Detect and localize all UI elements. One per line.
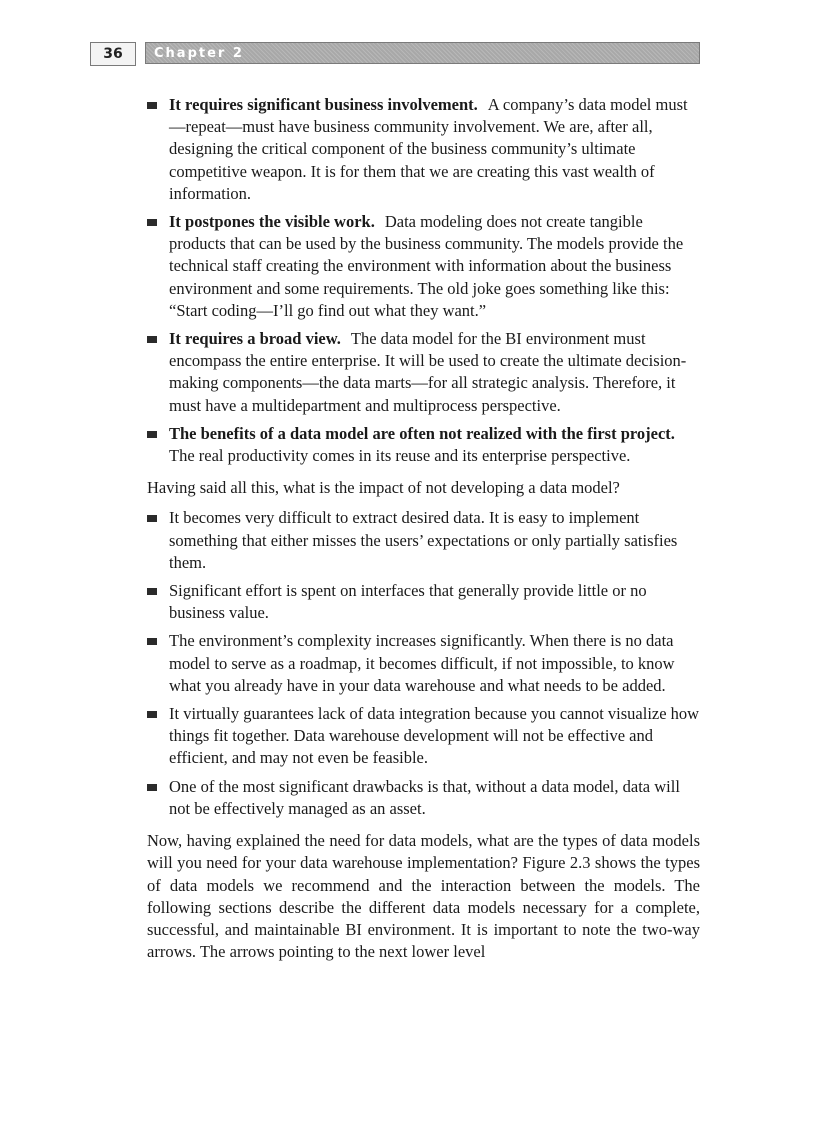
list-item-term: It requires a broad view. — [169, 329, 341, 349]
list-item — [147, 630, 700, 697]
list-item-text: The environment’s complexity increases significantly. When there is no data model to serve as a roadmap, it becomes difficult, if not impossible, to know what you already have in your data warehouse and what needs to be added. — [169, 631, 675, 695]
list-item-text: The real productivity comes in its reuse and its enterprise perspective. — [169, 446, 631, 466]
list-item-text: The data model for the BI environment must encompass the entire enterprise. It will be used to create the ultimate decision-making components—the data marts—for all strategic analysis. Therefore, it must have a multidepartment and multiprocess perspective. — [169, 329, 687, 415]
square-bullet-icon — [147, 784, 157, 791]
page-body — [147, 94, 700, 963]
list-item — [147, 211, 700, 322]
list-item-term: It postpones the visible work. — [169, 212, 375, 232]
list-item — [147, 423, 700, 467]
list-item-term: The benefits of a data model are often not realized with the first project. — [169, 423, 675, 443]
list-item-text: It virtually guarantees lack of data integration because you cannot visualize how things fit together. Data warehouse development will not be effective and efficient, and may not even be feasible. — [169, 704, 700, 768]
list-item — [147, 703, 700, 770]
intro-paragraph: Having said all this, what is the impact of not developing a data model? — [147, 478, 620, 498]
square-bullet-icon — [147, 588, 157, 595]
square-bullet-icon — [147, 219, 157, 226]
impact-list — [147, 507, 700, 820]
square-bullet-icon — [147, 431, 157, 438]
square-bullet-icon — [147, 638, 157, 645]
list-item-term: It requires significant business involvement. — [169, 95, 478, 114]
list-item — [147, 328, 700, 417]
list-item-text: It becomes very difficult to extract desired data. It is easy to implement something that either misses the users’ expectations or only partially satisfies them. — [169, 508, 678, 572]
chapter-label: Chapter 2 — [145, 42, 700, 64]
list-item — [147, 94, 700, 205]
square-bullet-icon — [147, 336, 157, 343]
square-bullet-icon — [147, 515, 157, 522]
square-bullet-icon — [147, 102, 157, 109]
page-number: 36 — [90, 42, 136, 66]
list-item — [147, 776, 700, 820]
list-item-text: Significant effort is spent on interfaces that generally provide little or no business value. — [169, 581, 647, 623]
running-header — [90, 42, 700, 66]
list-item — [147, 507, 700, 574]
list-item-text: Data modeling does not create tangible products that can be used by the business community. The models provide the technical staff creating the environment with information about the business environment and some requirements. The old joke goes something like this: “Start coding—I’ll go find out what they want.” — [169, 212, 684, 320]
square-bullet-icon — [147, 711, 157, 718]
list-item-text: One of the most significant drawbacks is that, without a data model, data will not be effectively managed as an asset. — [169, 776, 680, 818]
drawbacks-list — [147, 94, 700, 467]
list-item-text: A company’s data model must—repeat—must have business community involvement. We are, after all, designing the critical component of the business community’s ultimate competitive weapon. It is for them that we are creating this vast wealth of information. — [169, 95, 688, 203]
closing-paragraph: Now, having explained the need for data models, what are the types of data models will you need for your data warehouse implementation? Figure 2.3 shows the types of data models we recommend and the interaction between the models. The following sections describe the different data models necessary for a complete, successful, and maintainable BI environment. It is important to note the two-way arrows. The arrows pointing to the next lower level — [147, 831, 700, 962]
list-item — [147, 580, 700, 624]
